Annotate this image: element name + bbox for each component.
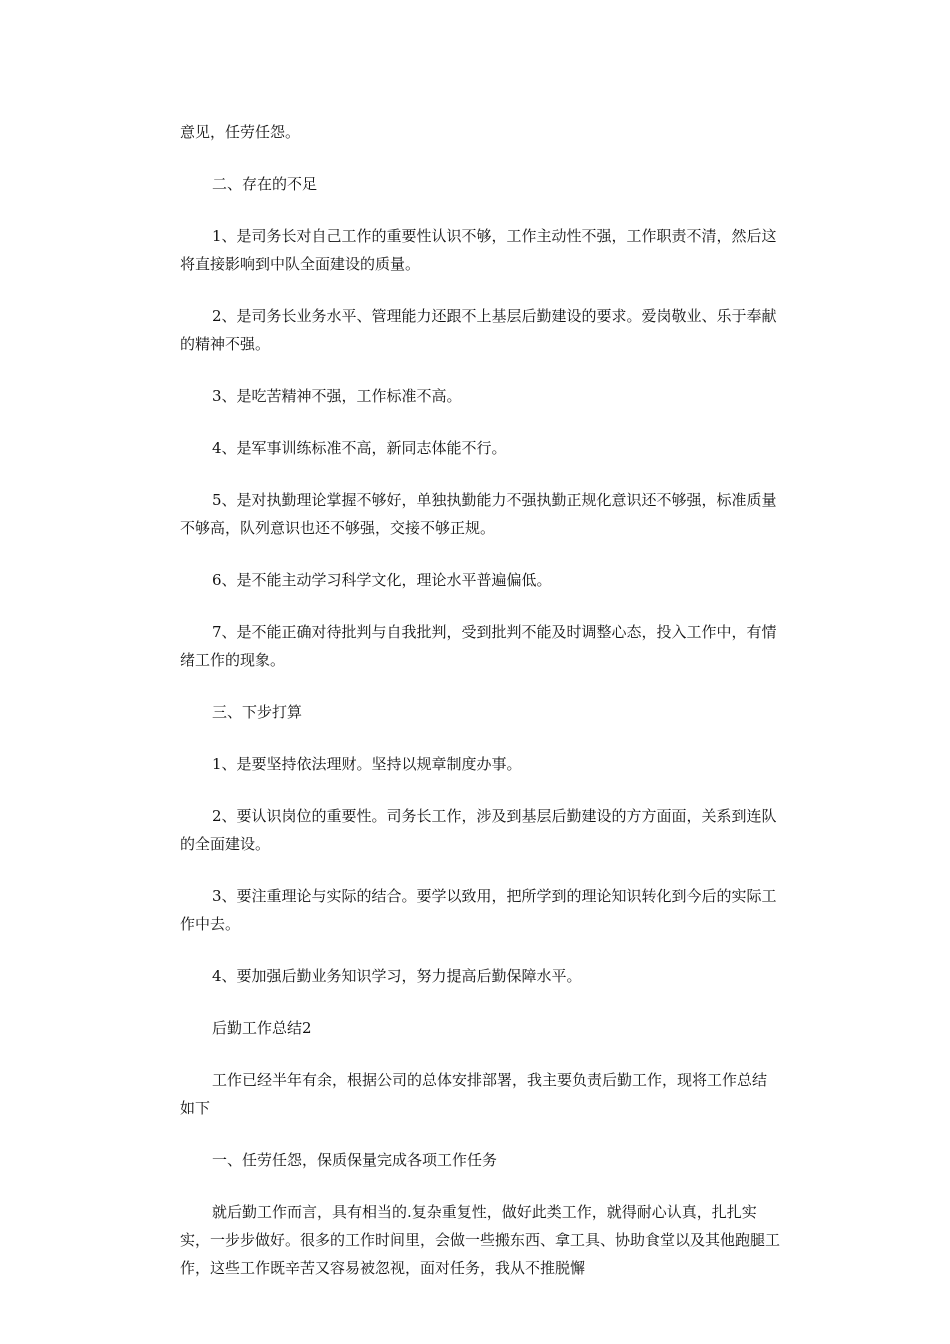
paragraph-plan-3: 3、要注重理论与实际的结合。要学以致用，把所学到的理论知识转化到今后的实际工作中去。 xyxy=(180,887,777,933)
paragraph-shortcoming-3: 3、是吃苦精神不强，工作标准不高。 xyxy=(212,387,462,405)
paragraph-shortcoming-6: 6、是不能主动学习科学文化，理论水平普遍偏低。 xyxy=(212,571,552,589)
paragraph-shortcoming-5: 5、是对执勤理论掌握不够好，单独执勤能力不强执勤正规化意识还不够强，标准质量不够高，队列意识也还不够强，交接不够正规。 xyxy=(180,491,777,537)
section-heading-shortcomings: 二、存在的不足 xyxy=(212,175,318,193)
paragraph-plan-2: 2、要认识岗位的重要性。司务长工作，涉及到基层后勤建设的方方面面，关系到连队的全面建设。 xyxy=(180,807,777,853)
paragraph-plan-4: 4、要加强后勤业务知识学习，努力提高后勤保障水平。 xyxy=(212,967,582,985)
paragraph-shortcoming-2: 2、是司务长业务水平、管理能力还跟不上基层后勤建设的要求。爱岗敬业、乐于奉献的精神不强。 xyxy=(180,307,777,353)
paragraph-1: 意见，任劳任怨。 xyxy=(180,123,301,141)
paragraph-shortcoming-4: 4、是军事训练标准不高，新同志体能不行。 xyxy=(212,439,507,457)
paragraph-shortcoming-7: 7、是不能正确对待批判与自我批判，受到批判不能及时调整心态，投入工作中，有情绪工作的现象。 xyxy=(180,623,777,669)
section-heading-next-steps: 三、下步打算 xyxy=(212,703,303,721)
paragraph-plan-1: 1、是要坚持依法理财。坚持以规章制度办事。 xyxy=(212,755,522,773)
paragraph-intro: 工作已经半年有余，根据公司的总体安排部署，我主要负责后勤工作，现将工作总结如下 xyxy=(180,1071,768,1117)
paragraph-diligence-body: 就后勤工作而言，具有相当的.复杂重复性，做好此类工作，就得耐心认真，扎扎实实，一步步做好。很多的工作时间里，会做一些搬东西、拿工具、协助食堂以及其他跑腿工作，这些工作既辛苦又容易被忽视，面对任务，我从不推脱懈 xyxy=(180,1203,781,1277)
section-heading-diligence: 一、任劳任怨，保质保量完成各项工作任务 xyxy=(212,1151,498,1169)
paragraph-shortcoming-1: 1、是司务长对自己工作的重要性认识不够，工作主动性不强，工作职责不清，然后这将直接影响到中队全面建设的质量。 xyxy=(180,227,777,273)
document-page xyxy=(180,118,780,1282)
document-title-2: 后勤工作总结2 xyxy=(212,1019,312,1037)
